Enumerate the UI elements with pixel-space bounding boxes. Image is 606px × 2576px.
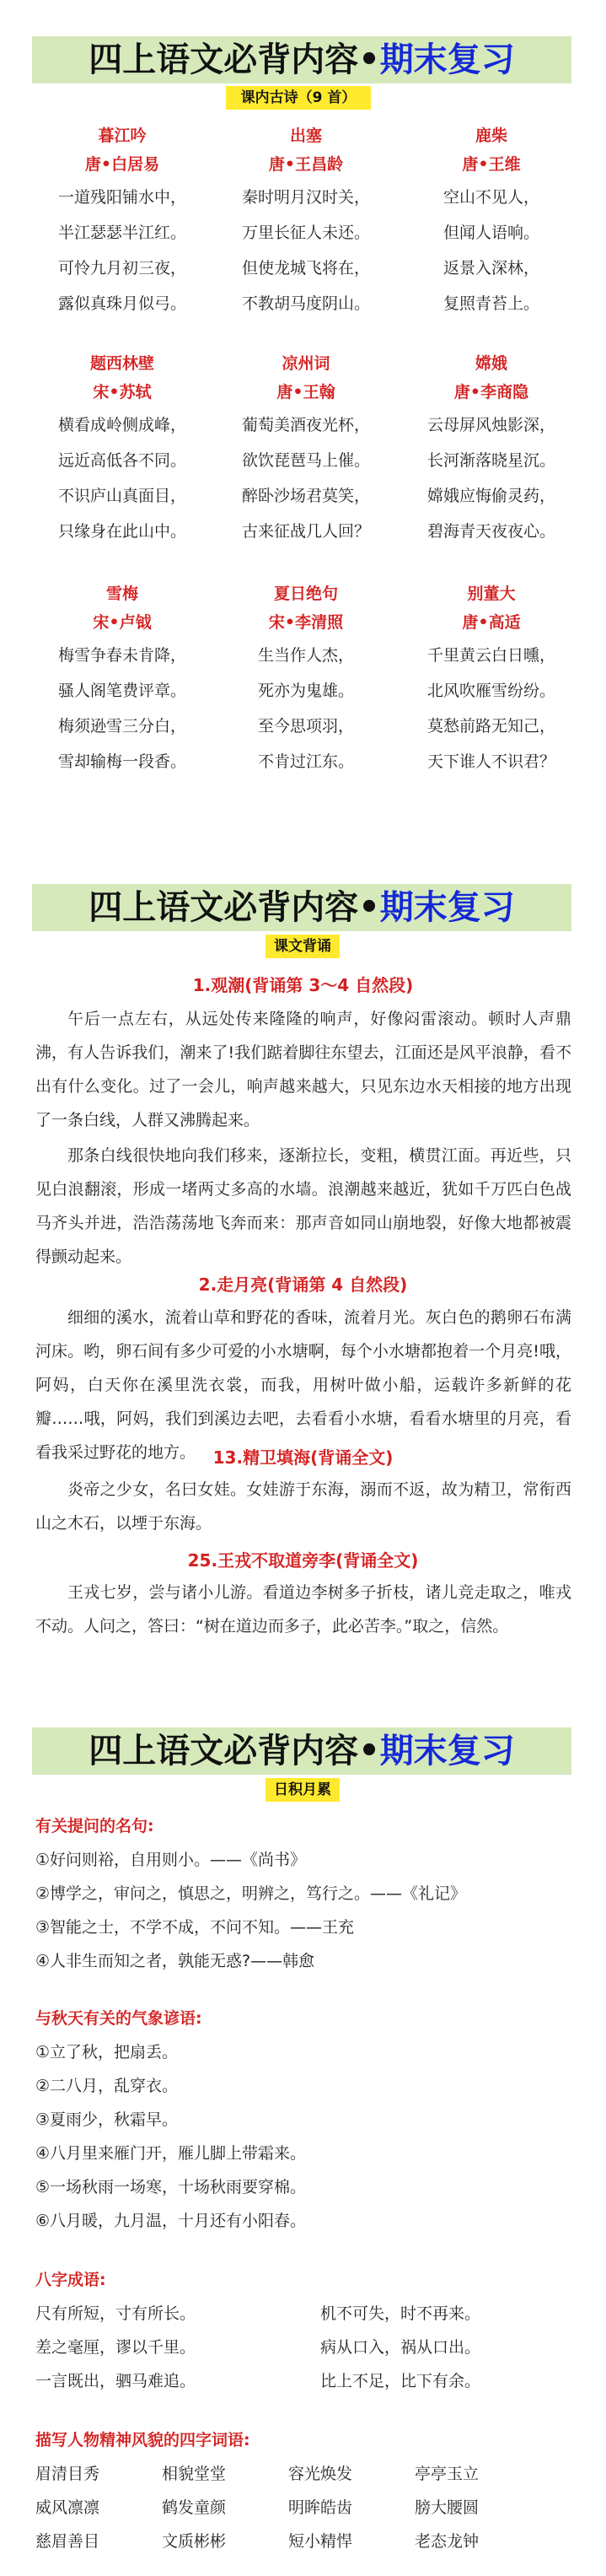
poem-line: 万里长征人未还。 [241,224,370,242]
poem-line: 空山不见人， [442,188,539,207]
poem-card [25,350,219,549]
poem-line: 死亦为鬼雄。 [257,682,354,700]
list-item: ①立了秋，把扇丢。 [35,2043,179,2061]
poem-line: 古来征战几人回？ [241,522,370,541]
poem-line: 不识庐山真面目， [57,487,186,505]
poem-line: 但使龙城飞将在， [241,259,370,278]
list-item: ③夏雨少，秋霜早。 [35,2110,179,2129]
four-char-word: 慈眉善目 [35,2532,100,2551]
poem-line: 葡萄美酒夜光杯， [241,416,370,434]
four-char-word: 眉清目秀 [35,2465,100,2483]
poem-card [394,122,588,321]
poem-line: 雪却输梅一段香。 [57,752,186,771]
page-banner [32,1727,571,1775]
poem-author: 唐•王翰 [276,383,335,401]
poem-line: 只缘身在此山中。 [57,522,186,541]
poem-title: 嫦娥 [475,354,507,373]
poem-line: 生当作人杰， [257,646,354,665]
poem-title: 夏日绝句 [273,585,338,603]
lesson-heading: 1.观潮(背诵第 3～4 自然段) [192,975,414,995]
banner-title-accent: 期末复习 [379,1732,515,1770]
list-item: ⑤一场秋雨一场寒，十场秋雨要穿棉。 [35,2178,307,2196]
poem-line: 欲饮琵琶马上催。 [241,451,370,470]
poem-line: 云母屏风烛影深， [426,416,555,434]
four-char-word: 短小精悍 [288,2532,353,2551]
section-text-recitation [0,843,606,1687]
poem-line: 碧海青天夜夜心。 [426,522,555,541]
list-item: ①好问则裕，自用则小。——《尚书》 [35,1851,307,1869]
poem-title: 雪梅 [105,585,138,603]
poem-line: 长河渐落晓星沉。 [426,451,555,470]
four-char-word: 威风凛凛 [35,2498,100,2517]
poem-line: 一道残阳铺水中， [57,188,186,207]
list-item: ④人非生而知之者，孰能无惑?——韩愈 [35,1952,315,1970]
poem-card [209,580,403,779]
lesson-paragraph: 王戎七岁，尝与诸小儿游。看道边李树多子折枝，诸儿竞走取之，唯戎不动。人问之，答曰：“树在道边而多子，此必苦李。”取之，信然。 [35,1583,571,1636]
banner-title-accent: 期末复习 [379,888,515,927]
poem-line: 嫦娥应悔偷灵药， [426,487,555,505]
poem-card [25,122,219,321]
section-daily-accumulation [0,1687,606,2576]
idiom: 尺有所短，寸有所长。 [35,2304,196,2323]
poem-line: 返景入深林， [442,259,539,278]
lesson-heading: 2.走月亮(背诵第 4 自然段) [198,1275,408,1295]
poem-author: 宋•卢钺 [93,613,152,632]
poem-line: 远近高低各不同。 [57,451,186,470]
poem-line: 天下谁人不识君？ [426,752,555,771]
idiom: 病从口入，祸从口出。 [320,2338,481,2357]
lesson-paragraph: 午后一点左右，从远处传来隆隆的响声，好像闷雷滚动。顿时人声鼎沸，有人告诉我们，潮来了!我们踮着脚往东望去，江面还是风平浪静，看不出有什么变化。过了一会儿，响声越来越大，只见东边水天相接的地方出现了一条白线，人群又沸腾起来。 [35,1010,571,1129]
poem-line: 露似真珠月似弓。 [57,294,186,313]
section-tag: 课内古诗（9 首） [226,86,371,110]
list-item: ②博学之，审问之，慎思之，明辨之，笃行之。——《礼记》 [35,1884,467,1903]
poem-author: 唐•高适 [462,613,521,632]
poem-title: 题西林壁 [89,354,154,373]
poem-line: 梅雪争春未肯降， [57,646,186,665]
poem-line: 梅须逊雪三分白， [57,717,186,736]
four-char-word: 鹤发童颜 [162,2498,227,2517]
poem-title: 暮江吟 [98,127,147,145]
poem-line: 北风吹雁雪纷纷。 [426,682,555,700]
category-title: 描写人物精神风貌的四字词语: [35,2431,250,2449]
category-title: 与秋天有关的气象谚语: [35,2009,202,2028]
poem-title: 鹿柴 [475,127,507,145]
list-item: ②二八月，乱穿衣。 [35,2077,179,2095]
poem-author: 唐•白居易 [84,155,160,174]
banner-title: 四上语文必背内容• [88,40,380,79]
poem-card [25,580,219,779]
banner-title: 四上语文必背内容• [88,888,380,927]
list-item: ④八月里来雁门开，雁儿脚上带霜来。 [35,2144,307,2163]
poem-line: 秦时明月汉时关， [241,188,370,207]
section-ancient-poems [0,0,606,843]
four-char-word: 文质彬彬 [162,2532,227,2551]
poem-author: 唐•李商隐 [453,383,529,401]
poem-line: 莫愁前路无知己， [426,717,555,736]
list-item: ③智能之士，不学不成，不问不知。——王充 [35,1918,355,1937]
poem-author: 宋•李清照 [268,613,344,632]
page-banner [32,36,571,84]
four-char-word: 容光焕发 [288,2465,353,2483]
lesson-paragraph: 炎帝之少女，名曰女娃。女娃游于东海，溺而不返，故为精卫，常衔西山之木石，以堙于东海。 [35,1480,571,1533]
poem-card [209,350,403,549]
four-char-word: 老态龙钟 [415,2532,480,2551]
list-item: ⑥八月暖，九月温，十月还有小阳春。 [35,2212,307,2230]
poem-line: 醉卧沙场君莫笑， [241,487,370,505]
four-char-word: 明眸皓齿 [288,2498,353,2517]
poem-title: 凉州词 [282,354,330,373]
poem-line: 不教胡马度阴山。 [241,294,370,313]
poem-line: 可怜九月初三夜， [57,259,186,278]
banner-title-accent: 期末复习 [379,40,515,79]
poem-line: 半江瑟瑟半江红。 [57,224,186,242]
lesson-heading: 13.精卫填海(背诵全文) [212,1447,394,1468]
category-title: 有关提问的名句: [35,1817,154,1835]
four-char-word: 亭亭玉立 [415,2465,480,2483]
lesson-paragraph: 细细的溪水，流着山草和野花的香味，流着月光。灰白色的鹅卵石布满河床。哟，卵石间有多少可爱的小水塘啊，每个小水塘都抱着一个月亮!哦，阿妈，白天你在溪里洗衣裳，而我，用树叶做小船，运载许多新鲜的花瓣……哦，阿妈，我们到溪边去吧，去看看小水塘，看看水塘里的月亮，看看我采过野花的地方。 [35,1308,571,1462]
poem-line: 骚人阁笔费评章。 [57,682,186,700]
section-tag: 课文背诵 [265,935,340,958]
idiom: 一言既出，驷马难追。 [35,2372,196,2390]
page-banner [32,884,571,931]
category-title: 八字成语: [35,2271,106,2289]
poem-line: 但闻人语响。 [442,224,539,242]
idiom: 机不可失，时不再来。 [320,2304,481,2323]
poem-title: 出塞 [289,127,322,145]
idiom: 差之毫厘，谬以千里。 [35,2338,196,2357]
poem-author: 唐•王维 [462,155,521,174]
poem-line: 至今思项羽， [257,717,354,736]
lesson-paragraph: 那条白线很快地向我们移来，逐渐拉长，变粗，横贯江面。再近些，只见白浪翻滚，形成一堵两丈多高的水墙。浪潮越来越近，犹如千万匹白色战马齐头并进，浩浩荡荡地飞奔而来：那声音如同山崩地裂，好像大地都被震得颤动起来。 [35,1146,571,1266]
poem-card [394,580,588,779]
poem-line: 不肯过江东。 [257,752,354,771]
section-tag: 日积月累 [265,1778,340,1802]
poem-line: 横看成岭侧成峰， [57,416,186,434]
four-char-word: 相貌堂堂 [162,2465,227,2483]
poem-line: 复照青苔上。 [442,294,539,313]
poem-line: 千里黄云白日曛， [426,646,555,665]
poem-author: 唐•王昌龄 [268,155,344,174]
lesson-heading: 25.王戎不取道旁李(背诵全文) [187,1550,419,1571]
poem-title: 别董大 [467,585,516,603]
poem-card [209,122,403,321]
idiom: 比上不足，比下有余。 [320,2372,481,2390]
four-char-word: 膀大腰圆 [415,2498,480,2517]
poem-card [394,350,588,549]
poem-author: 宋•苏轼 [93,383,152,401]
banner-title: 四上语文必背内容• [88,1732,380,1770]
